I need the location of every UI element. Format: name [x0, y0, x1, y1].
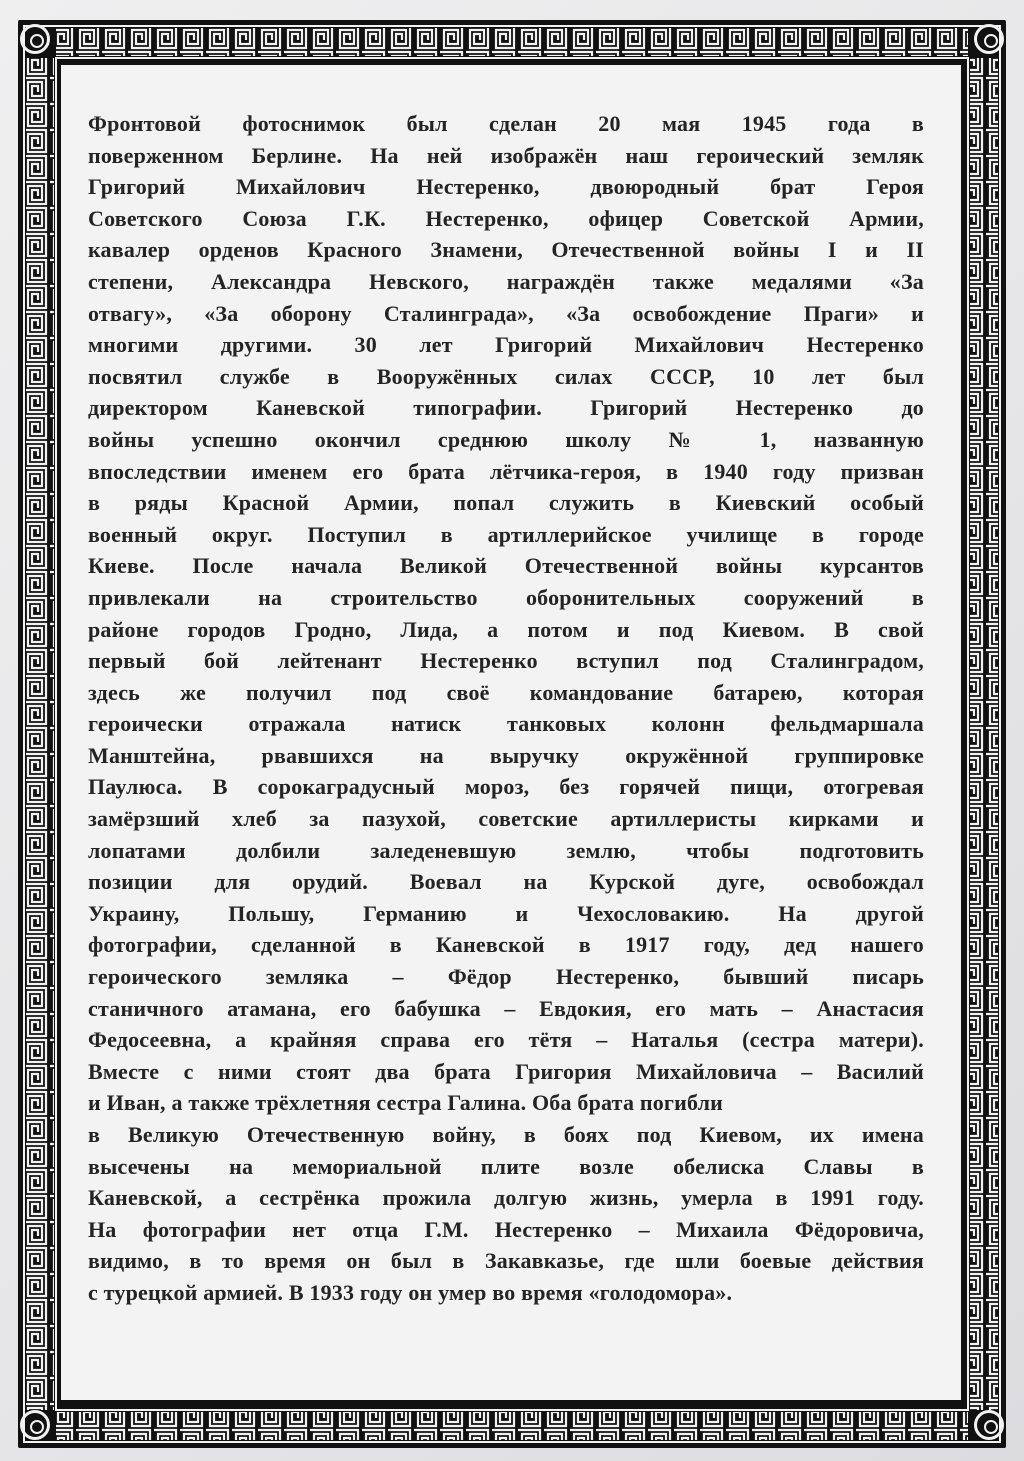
- document-body: [88, 108, 924, 1309]
- text-line: замёрзший хлеб за пазухой, советские артиллеристы кирками и: [88, 806, 924, 832]
- spiral-corner-icon: [20, 24, 50, 54]
- text-line: станичного атамана, его бабушка – Евдокия, его мать – Анастасия: [88, 995, 924, 1021]
- text-line: привлекали на строительство оборонительных сооружений в: [88, 584, 924, 610]
- text-line: посвятил службе в Вооружённых силах СССР, 10 лет был: [88, 363, 924, 389]
- text-line: лопатами долбили заледеневшую землю, чтобы подготовить: [88, 837, 924, 863]
- text-line: Киеве. После начала Великой Отечественной войны курсантов: [88, 553, 924, 579]
- text-line: многими другими. 30 лет Григорий Михайлович Нестеренко: [88, 332, 924, 358]
- text-line: в ряды Красной Армии, попал служить в Киевский особый: [88, 490, 924, 516]
- text-line: военный округ. Поступил в артиллерийское училище в городе: [88, 521, 924, 547]
- text-line: Вместе с ними стоят два брата Григория Михайловича – Василий: [88, 1058, 924, 1084]
- text-line: Манштейна, рвавшихся на выручку окружённой группировке: [88, 742, 924, 768]
- text-line: степени, Александра Невского, награждён также медалями «За: [88, 268, 924, 294]
- text-line: здесь же получил под своё командование батарею, которая: [88, 679, 924, 705]
- text-line: Григорий Михайлович Нестеренко, двоюродный брат Героя: [88, 174, 924, 200]
- text-line: войны успешно окончил среднюю школу № 1, названную: [88, 426, 924, 452]
- text-line: Фронтовой фотоснимок был сделан 20 мая 1945 года в: [88, 111, 924, 136]
- text-line: На фотографии нет отца Г.М. Нестеренко – Михаила Фёдоровича,: [88, 1216, 924, 1242]
- text-line: Украину, Польшу, Германию и Чехословакию. На другой: [88, 900, 924, 926]
- text-line: районе городов Гродно, Лида, а потом и под Киевом. В свой: [88, 616, 924, 642]
- text-line: директором Каневской типографии. Григорий Нестеренко до: [88, 395, 924, 421]
- spiral-corner-icon: [974, 24, 1004, 54]
- text-line: героически отражала натиск танковых колонн фельдмаршала: [88, 711, 924, 737]
- text-line: Каневской, а сестрёнка прожила долгую жизнь, умерла в 1991 году.: [88, 1185, 924, 1211]
- text-line: фотографии, сделанной в Каневской в 1917 году, дед нашего: [88, 932, 924, 958]
- text-line: Советского Союза Г.К. Нестеренко, офицер Советской Армии,: [88, 205, 924, 231]
- text-line: позиции для орудий. Воевал на Курской дуге, освобождал: [88, 869, 924, 895]
- text-line: поверженном Берлине. На ней изображён наш героический земляк: [88, 142, 924, 168]
- spiral-corner-icon: [20, 1410, 50, 1440]
- text-line: кавалер орденов Красного Знамени, Отечественной войны I и II: [88, 237, 924, 263]
- text-line: первый бой лейтенант Нестеренко вступил под Сталинградом,: [88, 648, 924, 674]
- text-line: и Иван, а также трёхлетняя сестра Галина. Оба брата погибли: [88, 1090, 724, 1116]
- spiral-corner-icon: [974, 1410, 1004, 1440]
- text-line: в Великую Отечественную войну, в боях под Киевом, их имена: [88, 1122, 924, 1147]
- text-line: отвагу», «За оборону Сталинграда», «За освобождение Праги» и: [88, 300, 924, 326]
- text-line: впоследствии именем его брата лётчика-героя, в 1940 году призван: [88, 458, 924, 484]
- text-line: Паулюса. В сорокаградусный мороз, без горячей пищи, отогревая: [88, 774, 924, 800]
- text-line: видимо, в то время он был в Закавказье, где шли боевые действия: [88, 1248, 924, 1274]
- text-line: с турецкой армией. В 1933 году он умер во время «голодомора».: [88, 1279, 733, 1305]
- text-line: героического земляка – Фёдор Нестеренко, бывший писарь: [88, 964, 924, 990]
- text-line: Федосеевна, а крайняя справа его тётя – Наталья (сестра матери).: [88, 1027, 924, 1053]
- text-line: высечены на мемориальной плите возле обелиска Славы в: [88, 1153, 924, 1179]
